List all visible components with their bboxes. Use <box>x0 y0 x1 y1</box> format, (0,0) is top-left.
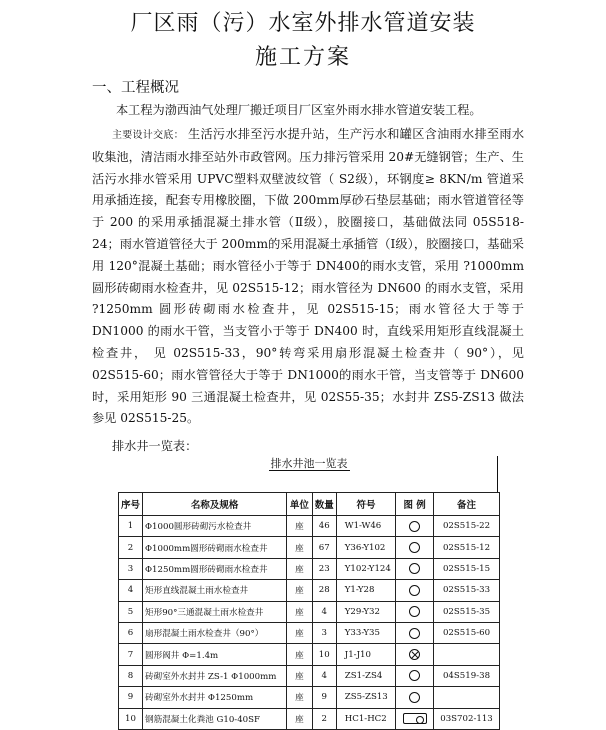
row-code: Y1-Y28 <box>336 580 395 601</box>
row-no: 10 <box>119 708 143 729</box>
circle-icon <box>409 542 420 553</box>
row-qty: 2 <box>312 708 336 729</box>
row-name: 扇形混凝土雨水检查井（90°） <box>143 622 287 643</box>
row-code: Y36-Y102 <box>336 537 395 558</box>
row-unit: 座 <box>287 687 313 708</box>
header-name: 名称及规格 <box>143 493 287 516</box>
septic-tank-icon <box>403 713 427 724</box>
row-no: 1 <box>119 516 143 537</box>
row-code: J1-J10 <box>336 644 395 665</box>
table-row <box>119 580 500 601</box>
header-legend: 图 例 <box>396 493 434 516</box>
row-unit: 座 <box>287 558 313 579</box>
row-name: Φ1250mm圆形砖砌雨水检查井 <box>143 558 287 579</box>
row-legend <box>396 665 434 686</box>
row-legend <box>396 516 434 537</box>
row-no: 8 <box>119 665 143 686</box>
row-qty: 4 <box>312 601 336 622</box>
row-name: Φ1000圆形砖砌污水检查井 <box>143 516 287 537</box>
table-row <box>119 516 500 537</box>
row-note: 02S515-15 <box>434 558 500 579</box>
table-row <box>119 665 500 686</box>
row-legend <box>396 537 434 558</box>
row-legend <box>396 580 434 601</box>
row-qty: 28 <box>312 580 336 601</box>
row-unit: 座 <box>287 622 313 643</box>
document-title: 厂区雨（污）水室外排水管道安装 <box>130 11 476 36</box>
paragraph-intro: 本工程为渤西油气处理厂搬迁项目厂区室外雨水排水管道安装工程。 <box>116 103 482 117</box>
row-code: HC1-HC2 <box>336 708 395 729</box>
row-qty: 4 <box>312 665 336 686</box>
row-no: 6 <box>119 622 143 643</box>
row-qty: 67 <box>312 537 336 558</box>
table-row <box>119 622 500 643</box>
row-unit: 座 <box>287 516 313 537</box>
paragraph-table-intro: 排水井一览表： <box>112 439 198 453</box>
row-no: 3 <box>119 558 143 579</box>
circle-icon <box>409 585 420 596</box>
row-legend <box>396 558 434 579</box>
row-note: 03S702-113 <box>434 708 500 729</box>
circle-icon <box>409 606 420 617</box>
design-lead: 主要设计交底： <box>112 130 184 141</box>
row-no: 2 <box>119 537 143 558</box>
row-code: Y29-Y32 <box>336 601 395 622</box>
header-note: 备注 <box>434 493 500 516</box>
circle-icon <box>409 692 420 703</box>
row-legend <box>396 708 434 729</box>
row-no: 9 <box>119 687 143 708</box>
section-heading: 一、工程概况 <box>92 80 179 96</box>
row-code: Y102-Y124 <box>336 558 395 579</box>
table-header-row <box>119 493 500 516</box>
row-no: 5 <box>119 601 143 622</box>
row-note: 02S515-35 <box>434 601 500 622</box>
row-note <box>434 644 500 665</box>
row-qty: 46 <box>312 516 336 537</box>
table-caption <box>118 455 500 473</box>
row-code: ZS1-ZS4 <box>336 665 395 686</box>
row-qty: 10 <box>312 644 336 665</box>
table-title: 排水井池一览表 <box>270 457 348 470</box>
row-name: 钢筋混凝土化粪池 G10-40SF <box>143 708 287 729</box>
row-unit: 座 <box>287 708 313 729</box>
row-name: Φ1000mm圆形砖砌雨水检查井 <box>143 537 287 558</box>
row-qty: 23 <box>312 558 336 579</box>
crossed-circle-icon <box>409 649 420 660</box>
row-note: 02S515-60 <box>434 622 500 643</box>
row-name: 矩形90°三通混凝土雨水检查井 <box>143 601 287 622</box>
design-body: 生活污水排至污水提升站，生产污水和罐区含油雨水排至雨水收集池，清洁雨水排至站外市政管网。压力排污管采用 20#无缝钢管；生产、生活污水排水管采用 UPVC塑料双壁波纹管（ S2级），环钢度≥ 8KN/m 管道采用承插连接，配套专用橡胶圈，下做 200mm厚砂石垫层基础；雨水管道管径等于 200 的采用承插混凝土排水管（Ⅱ级），胶圈接口，基础做法同 05S518-24；雨水管道管径大于 200mm的采用混凝土承插管（Ⅰ级），胶圈接口，基础采用 120°混凝土基础；雨水管径小于等于 DN400的雨水支管，采用 ?1000mm 圆形砖砌雨水检查井，见 02S515-12；雨水管径为 DN600 的雨水支管，采用 ?1250mm 圆形砖砌雨水检查井，见 02S515-15；雨水管径大于等于 DN1000 的雨水干管，当支管小于等于 DN400 时，直线采用矩形直线混凝土检查井， 见 02S515-33，90°转弯采用扇形混凝土检查井（ 90°），见 02S515-60；雨水管管径大于等于 DN1000的雨水干管，当支管等于 DN600 时，采用矩形 90 三通混凝土检查井，见 02S55-35；水封井 ZS5-ZS13 做法参见 02S515-25。 <box>92 127 525 426</box>
header-qty: 数量 <box>312 493 336 516</box>
divider <box>497 456 498 492</box>
row-legend <box>396 601 434 622</box>
row-name: 圆形阀井 Φ=1.4m <box>143 644 287 665</box>
circle-icon <box>409 521 420 532</box>
circle-icon <box>409 563 420 574</box>
row-note: 04S519-38 <box>434 665 500 686</box>
row-legend <box>396 687 434 708</box>
row-legend <box>396 644 434 665</box>
row-qty: 9 <box>312 687 336 708</box>
row-no: 7 <box>119 644 143 665</box>
row-unit: 座 <box>287 537 313 558</box>
table-row <box>119 558 500 579</box>
row-code: Y33-Y35 <box>336 622 395 643</box>
table-row <box>119 601 500 622</box>
document-subtitle: 施工方案 <box>254 45 351 70</box>
drainage-well-table <box>118 492 500 730</box>
header-no: 序号 <box>119 493 143 516</box>
row-unit: 座 <box>287 601 313 622</box>
table-row <box>119 708 500 729</box>
table-row <box>119 644 500 665</box>
row-qty: 3 <box>312 622 336 643</box>
row-name: 砖砌室外水封井 ZS-1 Φ1000mm <box>143 665 287 686</box>
row-note: 02S515-33 <box>434 580 500 601</box>
row-note <box>434 687 500 708</box>
row-legend <box>396 622 434 643</box>
row-code: ZS5-ZS13 <box>336 687 395 708</box>
header-unit: 单位 <box>287 493 313 516</box>
row-unit: 座 <box>287 644 313 665</box>
row-name: 矩形直线混凝土雨水检查井 <box>143 580 287 601</box>
paragraph-design <box>92 124 524 430</box>
header-code: 符号 <box>336 493 395 516</box>
row-no: 4 <box>119 580 143 601</box>
row-note: 02S515-12 <box>434 537 500 558</box>
row-unit: 座 <box>287 580 313 601</box>
circle-icon <box>409 670 420 681</box>
row-note: 02S515-22 <box>434 516 500 537</box>
table-row <box>119 537 500 558</box>
row-name: 砖砌室外水封井 Φ1250mm <box>143 687 287 708</box>
circle-icon <box>409 628 420 639</box>
row-unit: 座 <box>287 665 313 686</box>
row-code: W1-W46 <box>336 516 395 537</box>
table-row <box>119 687 500 708</box>
